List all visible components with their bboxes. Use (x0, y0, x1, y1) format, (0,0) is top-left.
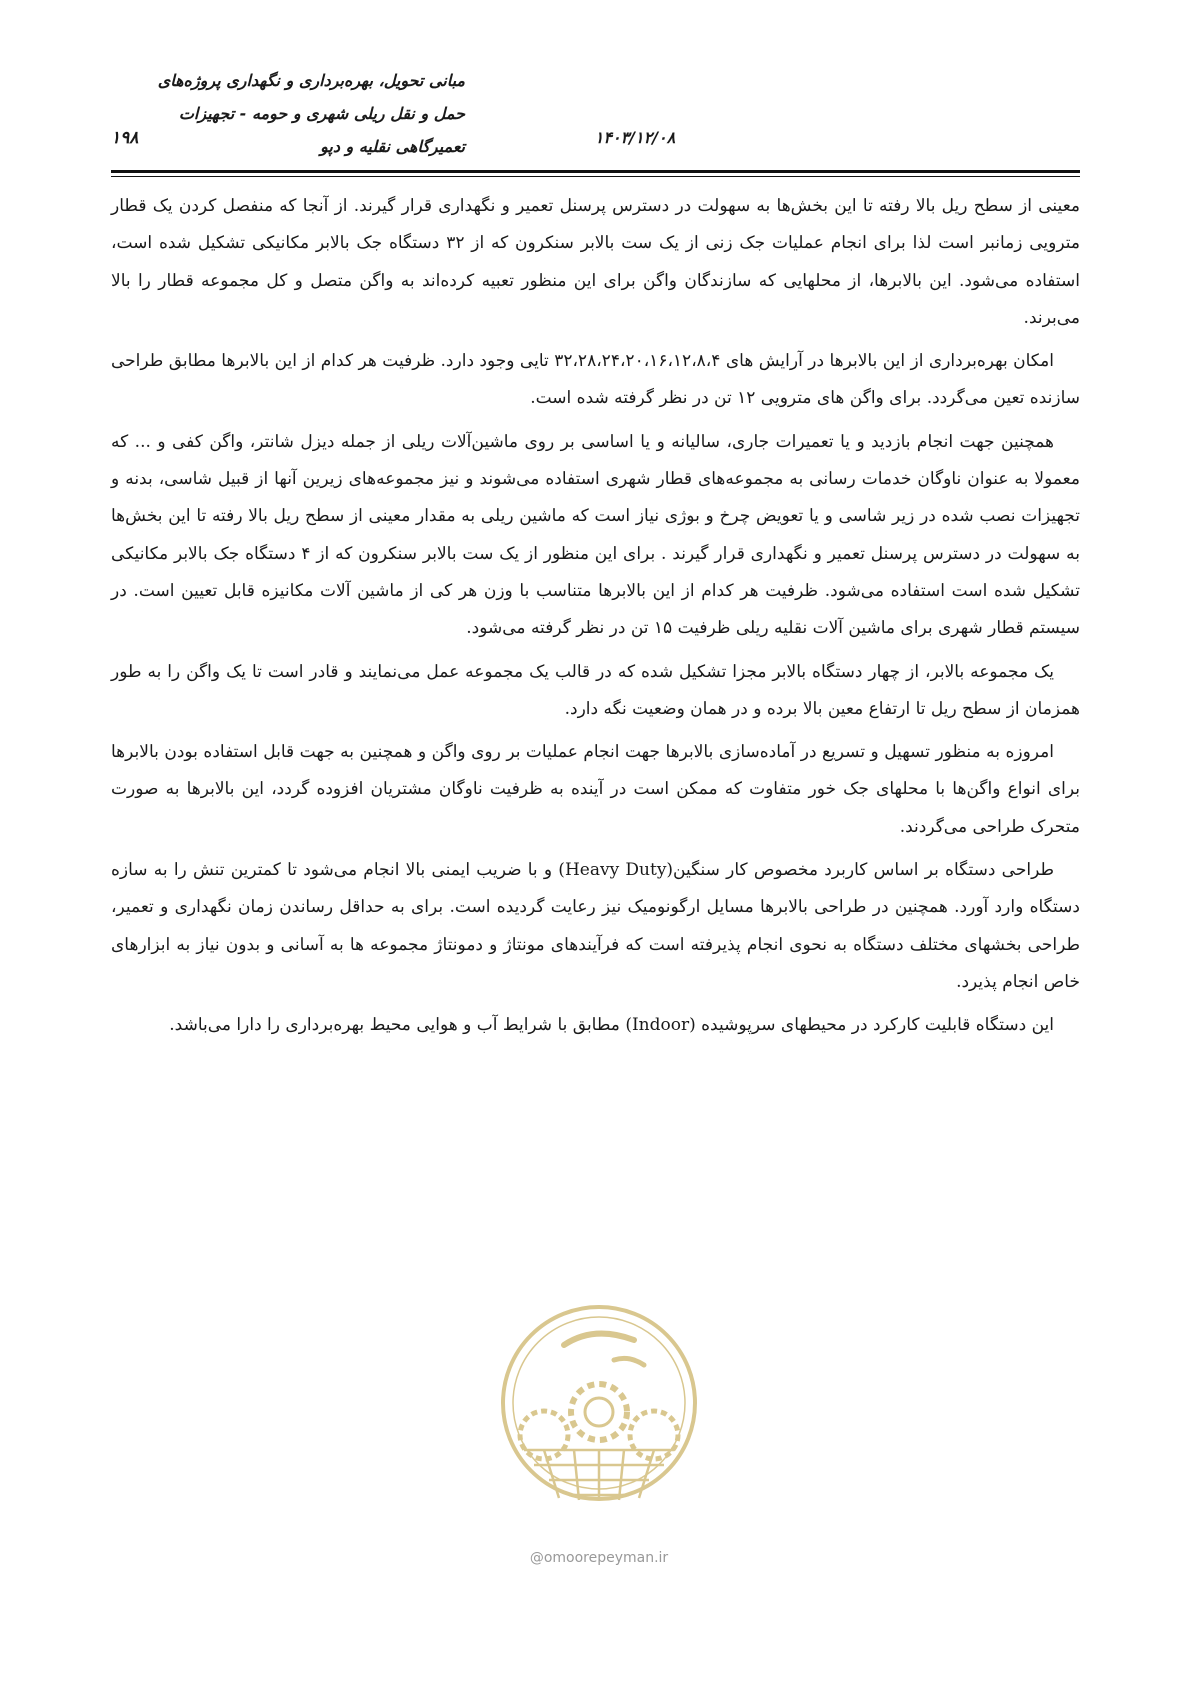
paragraph-2: امکان بهره‌برداری از این بالابرها در آرایش های ۳۲،۲۸،۲۴،۲۰،۱۶،۱۲،۸،۴ تایی وجود دارد. ظرفیت هر کدام از این بالابرها مطابق طراحی سازنده تعین می‌گردد. برای واگن های مترویی ۱۲ تن در نظر گرفته شده است. (111, 351, 1080, 409)
paragraph-7: این دستگاه قابلیت کارکرد در محیطهای سرپوشیده (Indoor) مطابق با شرایط آب و هوایی محیط بهره‌برداری را دارا می‌باشد. (169, 1015, 1054, 1036)
header-rule-thin (111, 176, 1080, 177)
seal-logo-icon (494, 1300, 704, 1520)
paragraph-1: معینی از سطح ریل بالا رفته تا این بخش‌ها به سهولت در دسترس پرسنل تعمیر و نگهداری قرار گیرند. از آنجا که منفصل کردن یک قطار مترویی زمانبر است لذا برای انجام عملیات جک زنی از یک ست بالابر سنکرون که از ۳۲ دستگاه جک بالابر مکانیکی تشکیل شده است، استفاده می‌شود. این بالابرها، از محلهایی که سازندگان واگن برای این منظور تعبیه کرده‌اند به واگن متصل و کل مجموعه قطار را بالا می‌برند. (111, 196, 1080, 328)
page-body (111, 188, 1080, 1051)
page-number: ۱۹۸ (111, 128, 139, 148)
page-header (0, 0, 1191, 185)
paragraph-3: همچنین جهت انجام بازدید و یا تعمیرات جاری، سالیانه و یا اساسی بر روی ماشین‌آلات ریلی از جمله دیزل شانتر، واگن کفی و ... که معمولا به عنوان ناوگان خدمات رسانی به مجموعه‌های قطار شهری استفاده می‌شوند و نیز مجموعه‌های زیرین آنها از قبیل شاسی، بدنه و تجهیزات نصب شده در زیر شاسی و یا تعویض چرخ و بوژی نیاز است که ماشین ریلی به مقدار معینی از سطح ریل بالا رفته تا این بخش‌ها به سهولت در دسترس پرسنل تعمیر و نگهداری قرار گیرند . برای این منظور از یک ست بالابر سنکرون که از ۴ دستگاه جک بالابر مکانیکی تشکیل شده است استفاده می‌شود. ظرفیت هر کدام از این بالابرها متناسب با وزن هر کی از ماشین آلات مکانیزه قابل تعیین است. در سیستم قطار شهری برای ماشین آلات نقلیه ریلی ظرفیت ۱۵ تن در نظر گرفته می‌شود. (111, 431, 1080, 639)
document-title (157, 64, 465, 163)
title-line-3: تعمیرگاهی نقلیه و دپو (320, 137, 465, 156)
title-line-1: مبانی تحویل، بهره‌برداری و نگهداری پروژه‌های (157, 71, 465, 90)
paragraph-6: طراحی دستگاه بر اساس کاربرد مخصوص کار سنگین(Heavy Duty) و با ضریب ایمنی بالا انجام می‌شود تا کمترین تنش را به سازه دستگاه وارد آورد. همچنین در طراحی بالابرها مسایل ارگونومیک نیز رعایت گردیده است. برای به حداقل رساندن زمان نگهداری و تعمیر، طراحی بخشهای مختلف دستگاه به نحوی انجام پذیرفته است که فرآیندهای مونتاژ و دمونتاژ مجموعه ها به آسانی و بدون نیاز به ابزارهای خاص انجام پذیرد. (111, 860, 1080, 992)
paragraph-5: امروزه به منظور تسهیل و تسریع در آماده‌سازی بالابرها جهت انجام عملیات بر روی واگن و همچنین به جهت قابل استفاده بودن بالابرها برای انواع واگن‌ها با محلهای جک خور متفاوت که ممکن است در آینده به ظرفیت ناوگان مشتریان افزوده گردد، این بالابرها به صورت متحرک طراحی می‌گردند. (111, 742, 1080, 837)
title-line-2: حمل و نقل ریلی شهری و حومه - تجهیزات (178, 104, 465, 123)
watermark-seal (494, 1300, 704, 1520)
seal-website: @omoorepeyman.ir (529, 1550, 669, 1566)
header-rule-thick (111, 170, 1080, 173)
paragraph-4: یک مجموعه بالابر، از چهار دستگاه بالابر مجزا تشکیل شده که در قالب یک مجموعه عمل می‌نمایند و قادر است تا یک واگن را به طور همزمان از سطح ریل تا ارتفاع معین بالا برده و در همان وضعیت نگه دارد. (111, 661, 1080, 719)
header-date: ۱۴۰۳/۱۲/۰۸ (594, 128, 676, 147)
